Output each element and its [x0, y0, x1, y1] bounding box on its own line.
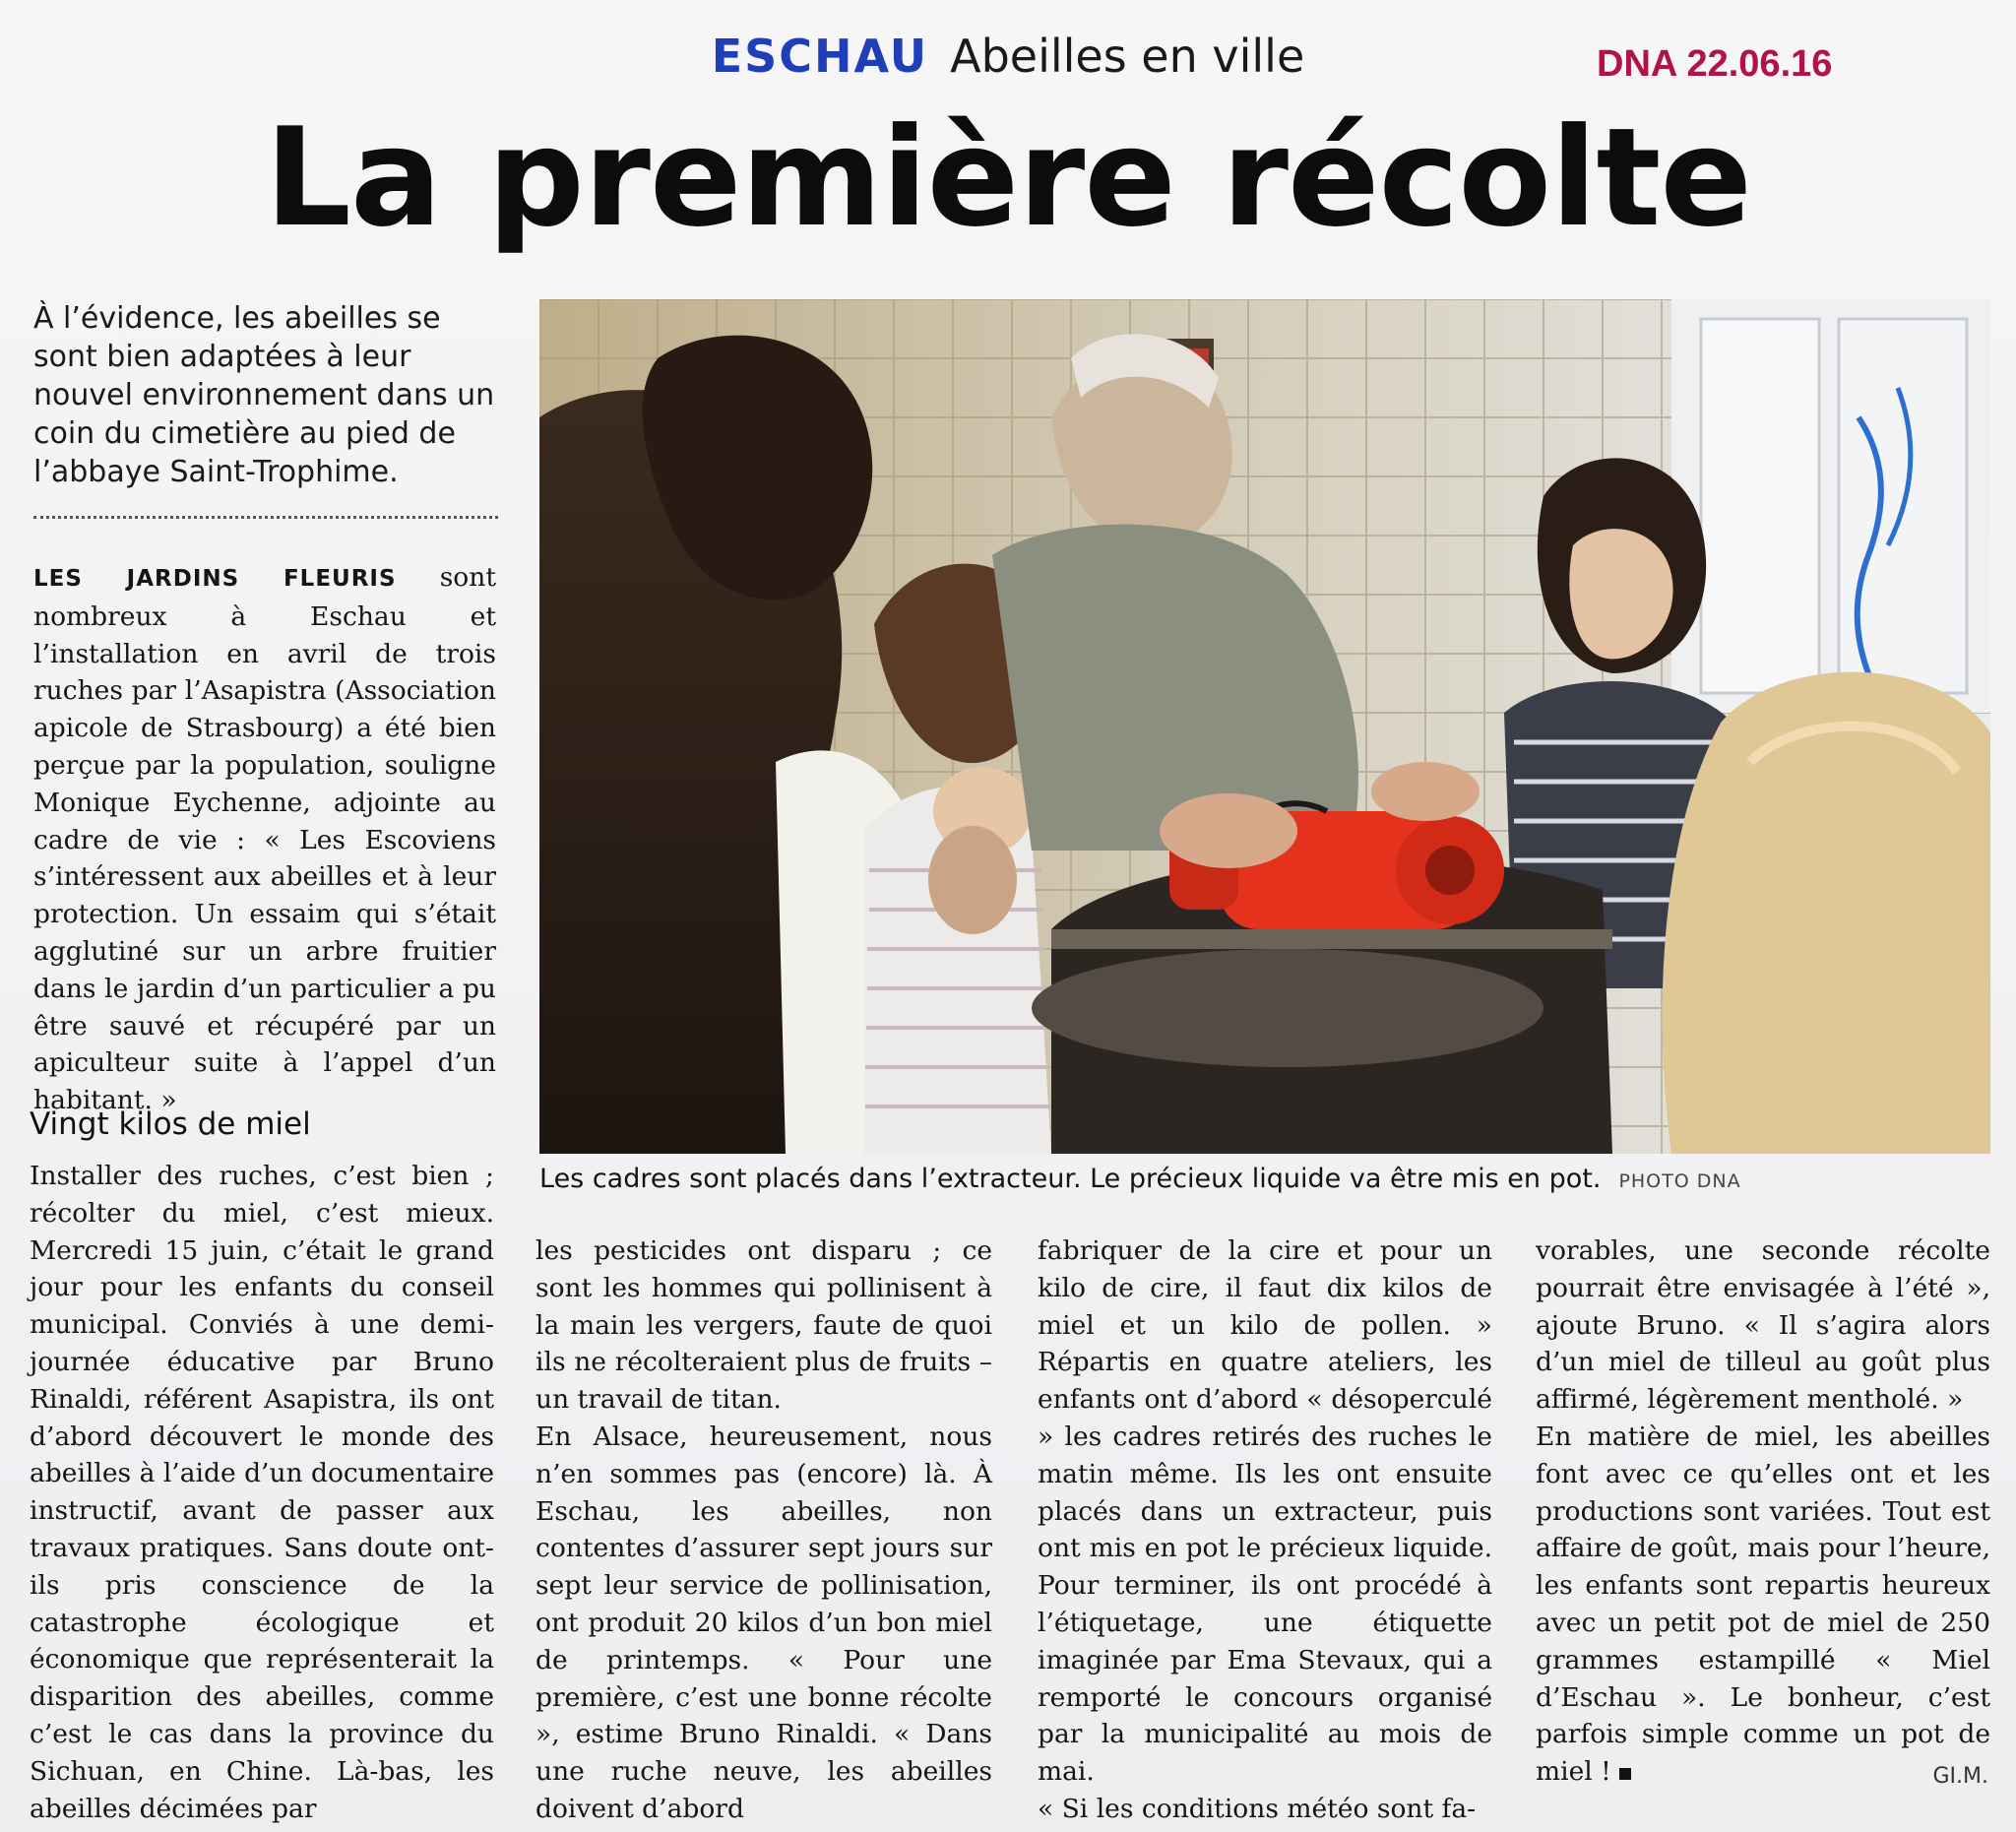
author-signature: GI.M.	[1932, 1764, 1988, 1789]
end-mark	[1619, 1768, 1631, 1780]
lead-paragraph: À l’évidence, les abeilles se sont bien adaptées à leur nouvel environnement dans un coin du cimetière au pied de l’abbaye Saint-Trophime.	[33, 301, 495, 489]
column-3	[1038, 1232, 1492, 1828]
lead-in: LES JARDINS FLEURIS	[33, 566, 397, 592]
source-stamp: DNA 22.06.16	[1597, 43, 1833, 85]
photo-credit: PHOTO DNA	[1618, 1170, 1741, 1192]
column-1-body	[30, 1158, 494, 1827]
article-photo	[539, 299, 1990, 1154]
closing-text: En matière de miel, les abeilles font avec ce qu’elles ont et les productions sont variées. Tout est affaire de goût, mais pour l’heure, les enfants sont repartis heureux avec un petit pot de miel de 250 grammes estampillé « Miel d’Eschau ». Le bonheur, c’est parfois simple comme un pot de miel !	[1536, 1421, 1990, 1788]
subhead: Vingt kilos de miel	[30, 1106, 311, 1142]
photo-caption	[539, 1164, 1990, 1194]
intro-text: sont nombreux à Eschau et l’installation en avril de trois ruches par l’Asapistra (Association apicole de Strasbourg) a été bien perçue par la population, souligne Monique Eychenne, adjointe au cadre de vie : « Les Escoviens s’intéressent aux abeilles et à leur protection. Un essaim qui s’était agglutiné sur un arbre fruitier dans le jardin d’un particulier a pu être sauvé et récupéré par un apiculteur suite à l’appel d’un habitant. »	[33, 562, 496, 1116]
intro-paragraph	[33, 559, 496, 1119]
body-paragraph: fabriquer de la cire et pour un kilo de cire, il faut dix kilos de miel et un kilo de pollen. » Répartis en quatre ateliers, les enfants ont d’abord « désoperculé » les cadres retirés des ruches le matin même. Ils les ont ensuite placés dans un extracteur, puis ont mis en pot le précieux liquide. Pour terminer, ils ont procédé à l’étiquetage, une étiquette imaginée par Ema Stevaux, qui a remporté le concours organisé par la municipalité au mois de mai.	[1038, 1235, 1492, 1788]
photo-illustration	[539, 299, 1990, 1154]
column-4	[1536, 1232, 1990, 1791]
body-paragraph	[1536, 1419, 1990, 1791]
kicker-rubric: Abeilles en ville	[950, 30, 1305, 83]
dotted-divider	[33, 516, 498, 519]
caption-text: Les cadres sont placés dans l’extracteur. Le précieux liquide va être mis en pot.	[539, 1164, 1602, 1194]
kicker-location: ESCHAU	[711, 30, 929, 83]
body-paragraph: « Si les conditions météo sont fa-	[1038, 1793, 1477, 1824]
body-paragraph: En Alsace, heureusement, nous n’en sommes pas (encore) là. À Eschau, les abeilles, non contentes d’assurer sept jours sur sept leur service de pollinisation, ont produit 20 kilos d’un bon miel de printemps. « Pour une première, c’est une bonne récolte », estime Bruno Rinaldi. « Dans une ruche neuve, les abeilles doivent d’abord	[536, 1421, 992, 1824]
headline: La première récolte	[264, 98, 1752, 257]
column-2	[536, 1232, 992, 1828]
body-paragraph: Installer des ruches, c’est bien ; récolter du miel, c’est mieux. Mercredi 15 juin, c’était le grand jour pour les enfants du conseil municipal. Conviés à une demi-journée éducative par Bruno Rinaldi, référent Asapistra, ils ont d’abord découvert le monde des abeilles à l’aide d’un documentaire instructif, avant de passer aux travaux pratiques. Sans doute ont-ils pris conscience de la catastrophe écologique et économique que représenterait la disparition des abeilles, comme c’est le cas dans la province du Sichuan, en Chine. Là-bas, les abeilles décimées par	[30, 1161, 494, 1824]
column-1-intro	[33, 559, 496, 1119]
body-paragraph: les pesticides ont disparu ; ce sont les hommes qui pollinisent à la main les vergers, faute de quoi ils ne récolteraient plus de fruits – un travail de titan.	[536, 1235, 992, 1416]
body-paragraph: vorables, une seconde récolte pourrait être envisagée à l’été », ajoute Bruno. « Il s’agira alors d’un miel de tilleul au goût plus affirmé, légèrement mentholé. »	[1536, 1235, 1990, 1416]
